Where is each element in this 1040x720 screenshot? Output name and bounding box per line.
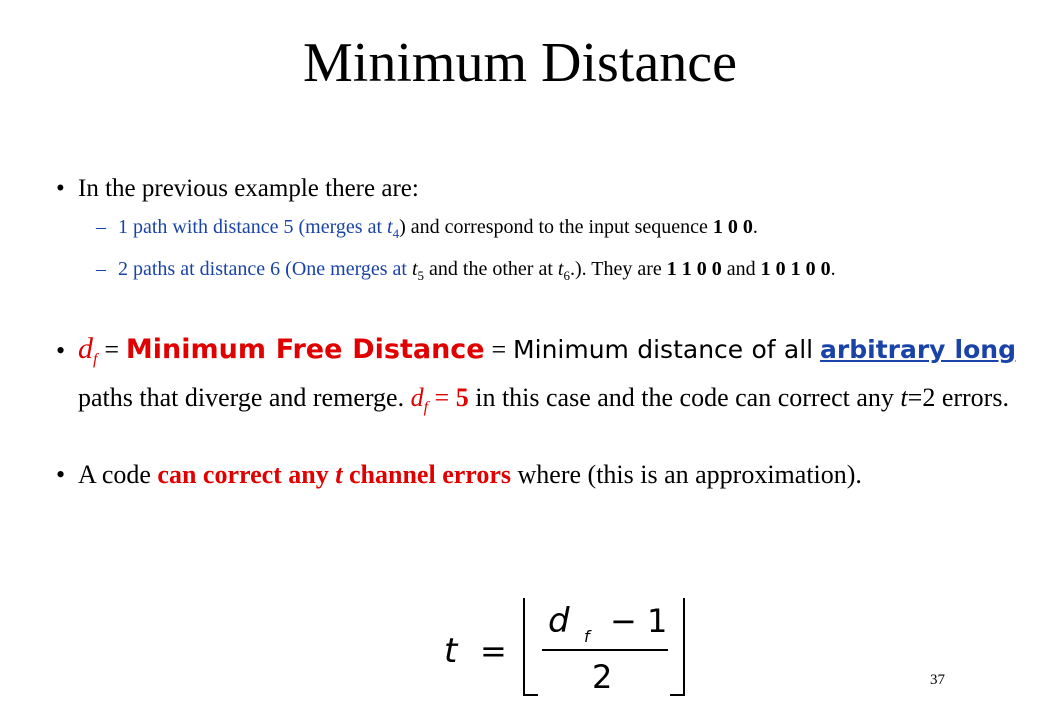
sub-1-subscript: 4 xyxy=(392,226,400,241)
df-symbol-2: d xyxy=(410,383,424,413)
formula-graphic xyxy=(430,592,710,702)
bullet-2 xyxy=(56,330,1016,427)
sub-2-s2: 6 xyxy=(563,268,570,283)
rest-text: in this case and the code can correct any xyxy=(468,383,901,413)
sub-2-seq2: 1 0 1 0 0 xyxy=(760,258,831,280)
sub-1-text-b: ) and correspond to the input sequence xyxy=(399,216,713,238)
df-subscript-2: f xyxy=(423,399,429,417)
sub-2-end: . xyxy=(830,258,836,280)
t-symbol: t xyxy=(900,383,908,413)
bullet-dot: • xyxy=(56,175,65,202)
minimum-free-distance: Minimum Free Distance xyxy=(125,334,485,365)
arbitrary-long-link: arbitrary long xyxy=(820,335,1016,364)
sub-2-t1: t xyxy=(411,258,418,280)
formula-d: d xyxy=(548,601,570,641)
slide-title: Minimum Distance xyxy=(303,32,737,94)
formula-f: f xyxy=(584,627,590,646)
sub-2-t2: t xyxy=(557,258,564,280)
errors-text: =2 errors. xyxy=(907,383,1009,413)
sub-2-text-a: 2 paths at distance 6 (One merges at xyxy=(118,258,412,280)
sub-2-mid: and the other at xyxy=(424,258,558,280)
sub-1-sequence: 1 0 0 xyxy=(712,216,753,238)
bullet-3 xyxy=(56,456,1016,494)
sub-bullet-2 xyxy=(96,255,1016,290)
slide-number: 37 xyxy=(930,672,945,688)
df-symbol: d xyxy=(78,332,93,365)
bullet-dot: • xyxy=(56,460,66,489)
df-subscript: f xyxy=(93,351,98,369)
sub-bullet-1 xyxy=(96,213,1016,248)
sub-2-seq1: 1 1 0 0 xyxy=(666,258,722,280)
formula-denominator: 2 xyxy=(592,658,613,696)
sub-1-end: . xyxy=(752,216,758,238)
bullet-1-text: In the previous example there are: xyxy=(78,175,419,202)
sub-2-s1: 5 xyxy=(417,268,425,283)
bullet-3-text-a: A code xyxy=(78,460,158,489)
floor-formula xyxy=(430,592,710,702)
t-symbol-bold: t xyxy=(335,460,343,489)
dash-marker: – xyxy=(96,216,106,238)
can-correct-text: can correct any xyxy=(157,460,336,489)
formula-minus-one: − 1 xyxy=(610,602,668,640)
formula-equals: = xyxy=(480,632,507,670)
paths-text: paths that diverge and remerge. xyxy=(78,383,411,413)
sub-1-t: t xyxy=(387,216,393,238)
bullet-dot: • xyxy=(56,336,66,365)
formula-t: t xyxy=(444,631,458,671)
channel-errors-text: channel errors xyxy=(342,460,512,489)
sub-2-text-b: .). They are xyxy=(569,258,667,280)
equals-2: = xyxy=(484,335,514,364)
bullet-1 xyxy=(56,172,1016,206)
sub-1-text-a: 1 path with distance 5 (merges at xyxy=(118,216,388,238)
equals-1: = xyxy=(97,335,126,364)
dash-marker: – xyxy=(96,258,106,280)
equals-3: = xyxy=(428,383,456,413)
sub-2-and: and xyxy=(721,258,761,280)
bullet-3-rest: where (this is an approximation). xyxy=(511,460,862,489)
definition-text: Minimum distance of all xyxy=(513,335,814,364)
df-value: 5 xyxy=(455,383,469,413)
